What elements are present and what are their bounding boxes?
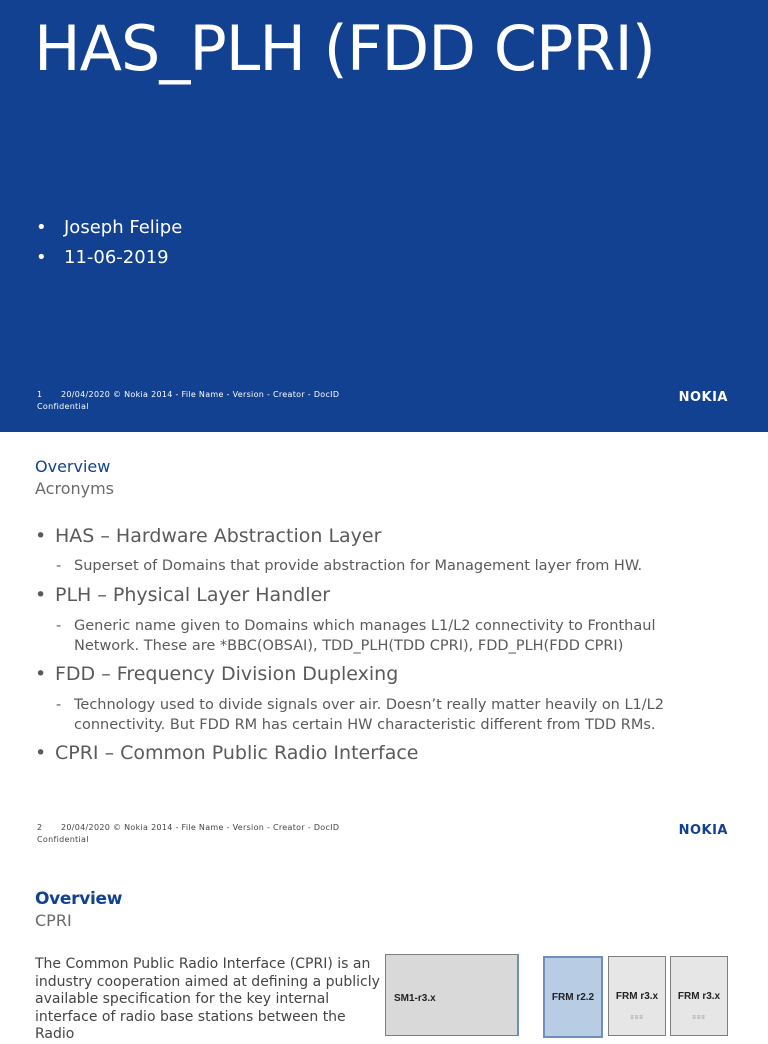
bullet-dot-icon: • xyxy=(36,246,47,268)
module-label: FRM r3.x xyxy=(615,991,659,1002)
confidential-label: Confidential xyxy=(37,402,89,411)
module-label: SM1-r3.x xyxy=(394,993,436,1004)
acronym-detail xyxy=(56,556,714,576)
module-label: FRM r2.2 xyxy=(551,992,595,1003)
bullet-dot-icon: • xyxy=(35,663,47,685)
radio-module-box xyxy=(608,956,666,1036)
heading-subtitle: CPRI xyxy=(35,911,72,930)
acronym-detail-text: Generic name given to Domains which manages L1/L2 connectivity to Fronthaul Network. These are *BBC(OBSAI), TDD_PLH(TDD CPRI), FDD_PLH(FDD CPRI) xyxy=(74,618,656,654)
heading-title: Overview xyxy=(35,889,123,909)
acronym-detail xyxy=(56,616,714,656)
acronyms-slide xyxy=(0,432,768,852)
title-bullets xyxy=(36,212,182,272)
acronym-detail xyxy=(56,695,714,735)
bullet-dot-icon: • xyxy=(35,742,47,764)
heading-title: Overview xyxy=(35,457,111,476)
page-number: 1 xyxy=(37,390,43,399)
date-bullet xyxy=(36,242,182,272)
dash-icon: - xyxy=(56,697,62,713)
radio-module-box xyxy=(543,956,603,1038)
slide-heading xyxy=(35,456,114,500)
dash-icon: - xyxy=(56,558,62,574)
acronym-detail-text: Technology used to divide signals over air. Doesn’t really matter heavily on L1/L2 connectivity. But FDD RM has certain HW characteristic different from TDD RMs. xyxy=(74,697,664,733)
acronym-item xyxy=(35,525,381,547)
cpri-description: The Common Public Radio Interface (CPRI) is an industry cooperation aimed at defining a publicly available specification for the key internal interface of radio base stations between the Radio xyxy=(35,956,380,1042)
slide-footer xyxy=(37,822,339,846)
radio-module-box xyxy=(670,956,728,1036)
dash-icon: - xyxy=(56,618,62,634)
acronym-item xyxy=(35,742,419,764)
acronym-title: FDD – Frequency Division Duplexing xyxy=(55,663,399,685)
bullet-dot-icon: • xyxy=(36,216,47,238)
module-label: FRM r3.x xyxy=(677,991,721,1002)
acronym-item xyxy=(35,584,330,606)
slide-heading xyxy=(35,888,122,932)
title-slide xyxy=(0,0,768,432)
acronym-title: CPRI – Common Public Radio Interface xyxy=(55,742,419,764)
acronym-title: PLH – Physical Layer Handler xyxy=(55,584,331,606)
acronym-title: HAS – Hardware Abstraction Layer xyxy=(55,525,382,547)
nokia-logo: NOKIA xyxy=(678,823,728,838)
module-dots: ≡≡≡ xyxy=(692,1015,706,1021)
module-dots: ≡≡≡ xyxy=(630,1015,644,1021)
nokia-logo: NOKIA xyxy=(678,390,728,405)
footer-text: 20/04/2020 © Nokia 2014 - File Name - Version - Creator - DocID xyxy=(61,390,340,399)
acronym-detail-text: Superset of Domains that provide abstraction for Management layer from HW. xyxy=(74,558,643,574)
author-name: Joseph Felipe xyxy=(64,216,183,238)
slide-footer xyxy=(37,389,339,413)
page-number: 2 xyxy=(37,823,43,832)
footer-text: 20/04/2020 © Nokia 2014 - File Name - Version - Creator - DocID xyxy=(61,823,340,832)
slide-title: HAS_PLH (FDD CPRI) xyxy=(34,12,655,85)
author-bullet xyxy=(36,212,182,242)
heading-subtitle: Acronyms xyxy=(35,479,115,498)
bullet-dot-icon: • xyxy=(35,525,47,547)
acronym-item xyxy=(35,663,398,685)
confidential-label: Confidential xyxy=(37,835,89,844)
presentation-date: 11-06-2019 xyxy=(64,246,169,268)
bullet-dot-icon: • xyxy=(35,584,47,606)
